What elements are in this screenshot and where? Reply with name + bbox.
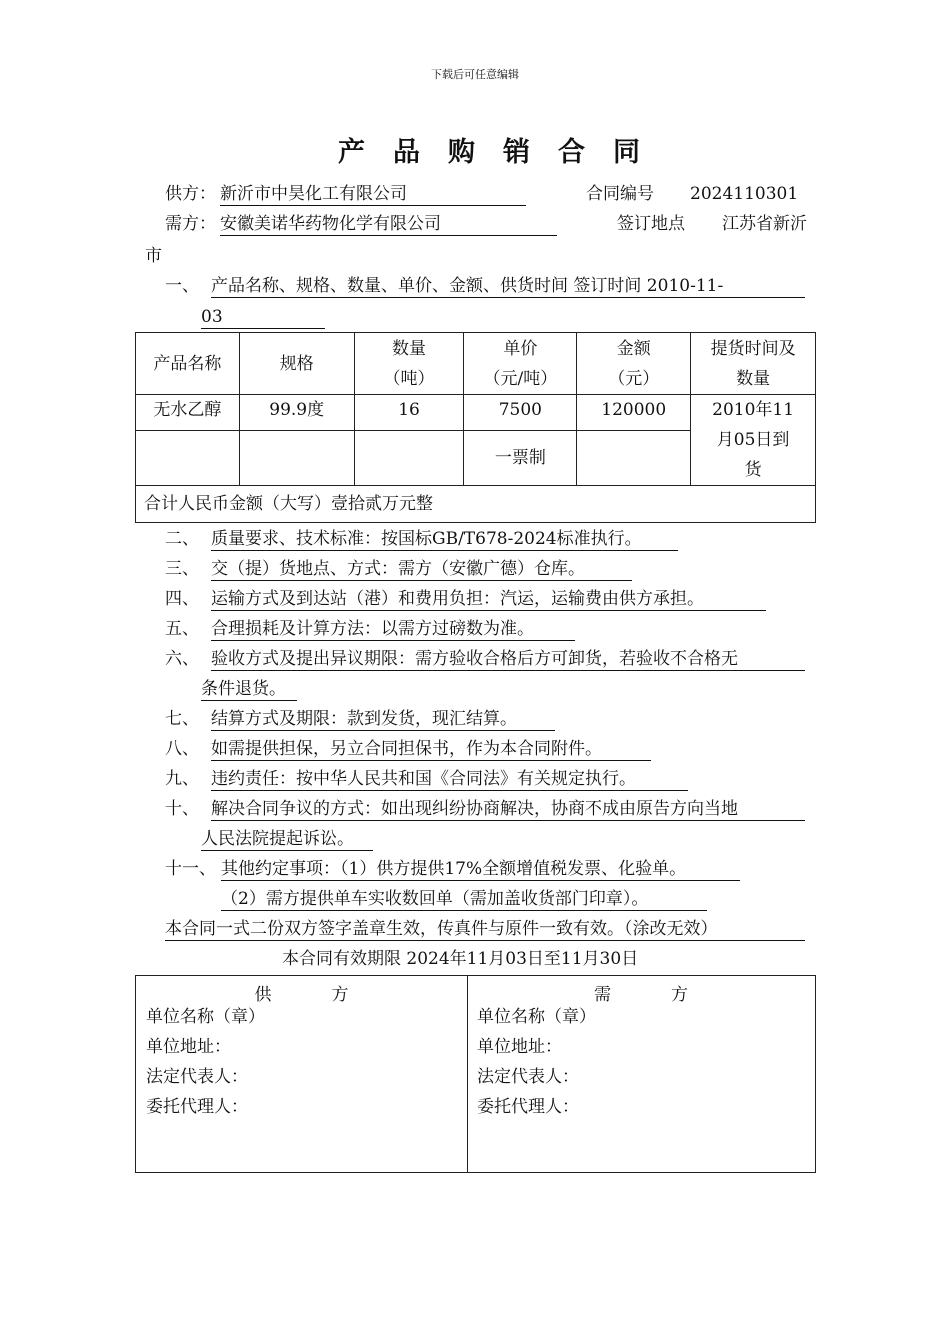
supplier-address: 单位地址： [146,1037,231,1057]
validity-period: 本合同有效期限 2024年11月03日至11月30日 [282,949,639,969]
buyer-legal-rep: 法定代表人： [477,1067,579,1087]
table-cell: 120000 [577,395,691,431]
supplier-legal-rep: 法定代表人： [146,1067,248,1087]
clause-3-text: 交（提）货地点、方式：需方（安徽广德）仓库。 [211,558,632,581]
clause-2-num: 二、 [165,529,199,549]
clause-4-text: 运输方式及到达站（港）和费用负担：汽运，运输费由供方承担。 [211,588,766,611]
clause-5-num: 五、 [165,619,199,639]
clause-11-text2: （2）需方提供单车实收数回单（需加盖收货部门印章）。 [221,888,707,911]
sign-place-value: 江苏省新沂 [722,214,807,234]
supplier-label: 供方： [165,184,216,204]
total-amount: 合计人民币金额（大写）壹拾贰万元整 [136,486,816,523]
clause-7-num: 七、 [165,709,199,729]
table-total-row [136,486,816,523]
supplier-header: 供方 [254,985,409,1005]
delivery-cell: 2010年11 月05日到 货 [691,395,816,486]
buyer-address: 单位地址： [477,1037,562,1057]
clause-4-num: 四、 [165,589,199,609]
buyer-header: 需方 [594,985,748,1005]
contract-title: 产品购销合同 [338,137,668,168]
contract-no-label: 合同编号 [586,184,654,204]
supplier-name: 新沂市中昊化工有限公司 [220,183,526,206]
header-note: 下载后可任意编辑 [431,68,519,81]
signature-table [135,975,816,1173]
sign-place-value-cont: 市 [145,246,162,266]
clause-11-num: 十一、 [165,859,216,879]
table-cell: 7500 [464,395,577,431]
section1-text: 产品名称、规格、数量、单价、金额、供货时间 签订时间 2010-11- [211,275,805,298]
table-cell: 一票制 [464,431,577,486]
copies-clause: 本合同一式二份双方签字盖章生效，传真件与原件一致有效。（涂改无效） [165,918,805,941]
clause-8-num: 八、 [165,739,199,759]
buyer-unit-name: 单位名称（章） [477,1007,596,1027]
table-header-cell: 单价 （元/吨） [464,333,577,395]
table-header-cell: 提货时间及 数量 [691,333,816,395]
clause-6-text: 验收方式及提出异议期限：需方验收合格后方可卸货，若验收不合格无 [211,648,805,671]
table-cell: 无水乙醇 [136,395,240,431]
table-row [136,395,816,431]
table-cell: 99.9度 [239,395,354,431]
table-cell [354,431,464,486]
table-cell [136,431,240,486]
clause-6-text-cont: 条件退货。 [201,678,297,701]
clause-9-text: 违约责任：按中华人民共和国《合同法》有关规定执行。 [211,768,688,791]
clause-2-text: 质量要求、技术标准：按国标GB/T678-2024标准执行。 [211,528,678,551]
table-cell [239,431,354,486]
clause-10-text-cont: 人民法院提起诉讼。 [201,828,373,851]
table-header-row [136,333,816,395]
table-header-cell: 产品名称 [136,333,240,395]
supplier-unit-name: 单位名称（章） [146,1007,265,1027]
product-table [135,332,816,523]
section1-text-cont: 03 [201,306,325,329]
table-header-cell: 金额 （元） [577,333,691,395]
clause-3-num: 三、 [165,559,199,579]
buyer-agent: 委托代理人： [477,1097,579,1117]
supplier-signature-column [136,976,468,1172]
buyer-signature-column [467,976,815,1172]
clause-6-num: 六、 [165,649,199,669]
section1-num: 一、 [165,276,199,296]
clause-9-num: 九、 [165,769,199,789]
clause-5-text: 合理损耗及计算方法：以需方过磅数为准。 [211,618,575,641]
table-header-cell: 规格 [239,333,354,395]
supplier-agent: 委托代理人： [146,1097,248,1117]
clause-10-text: 解决合同争议的方式：如出现纠纷协商解决，协商不成由原告方向当地 [211,798,805,821]
table-header-cell: 数量 （吨） [354,333,464,395]
clause-10-num: 十、 [165,799,199,819]
table-cell [577,431,691,486]
clause-7-text: 结算方式及期限：款到发货，现汇结算。 [211,708,555,731]
sign-place-label: 签订地点 [617,214,685,234]
buyer-label: 需方： [165,214,216,234]
clause-11-text1: 其他约定事项：（1）供方提供17%全额增值税发票、化验单。 [221,858,740,881]
buyer-name: 安徽美诺华药物化学有限公司 [220,213,557,236]
table-cell: 16 [354,395,464,431]
contract-no-value: 2024110301 [690,184,799,204]
clause-8-text: 如需提供担保，另立合同担保书，作为本合同附件。 [211,738,651,761]
